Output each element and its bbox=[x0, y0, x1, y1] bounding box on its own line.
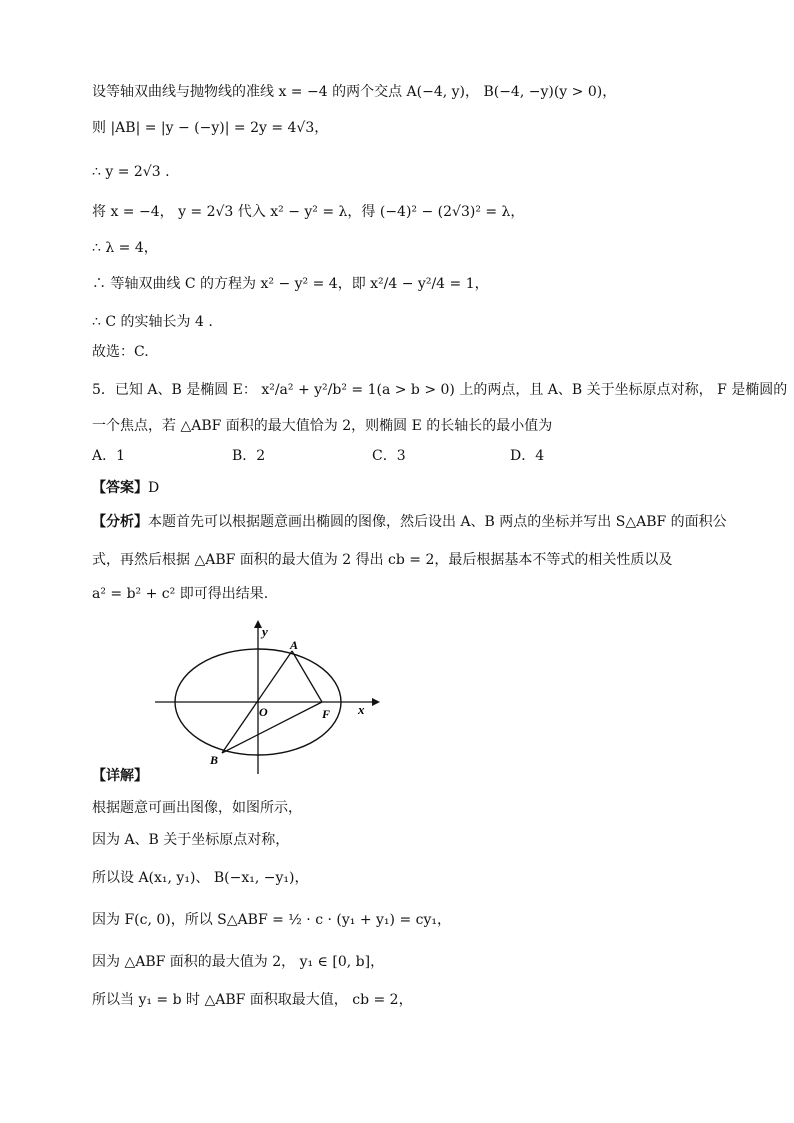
solution-line-7: ∴ C 的实轴长为 4 . bbox=[92, 314, 213, 330]
analysis-text-1: 本题首先可以根据题意画出椭圆的图像，然后设出 A、B 两点的坐标并写出 S△ABF 的面积公 bbox=[148, 514, 727, 530]
solution-line-1: 设等轴双曲线与抛物线的准线 x = −4 的两个交点 A(−4, y)， B(−4, −y)(y > 0)， bbox=[92, 84, 617, 100]
detail-line-2: 因为 A、B 关于坐标原点对称， bbox=[92, 832, 290, 848]
label-b: B bbox=[210, 753, 219, 767]
analysis-tag: 【分析】 bbox=[92, 514, 148, 530]
question-line-1: 5．已知 A、B 是椭圆 E： x²/a² + y²/b² = 1(a > b > 0) 上的两点，且 A、B 关于坐标原点对称， F 是椭圆的 bbox=[92, 382, 788, 398]
label-y: y bbox=[262, 624, 268, 639]
detail-tag-line bbox=[92, 766, 148, 786]
answer-line bbox=[92, 478, 159, 498]
answer-value: D bbox=[148, 480, 160, 496]
analysis-line-1 bbox=[92, 512, 727, 532]
question-line-2: 一个焦点，若 △ABF 面积的最大值恰为 2，则椭圆 E 的长轴长的最小值为 bbox=[92, 418, 553, 434]
solution-line-6: ∴ 等轴双曲线 C 的方程为 x² − y² = 4，即 x²/4 − y²/4 = 1， bbox=[92, 276, 489, 292]
solution-line-4: 将 x = −4， y = 2√3 代入 x² − y² = λ，得 (−4)² − (2√3)² = λ， bbox=[92, 204, 525, 220]
y-axis-arrow bbox=[254, 620, 262, 628]
option-d: D．4 bbox=[510, 448, 545, 464]
option-a: A．1 bbox=[92, 448, 126, 464]
label-f: F bbox=[322, 707, 331, 721]
detail-line-6: 所以当 y₁ = b 时 △ABF 面积取最大值， cb = 2， bbox=[92, 992, 413, 1008]
solution-line-3: ∴ y = 2√3 . bbox=[92, 164, 170, 180]
analysis-line-2: 式，再然后根据 △ABF 面积的最大值为 2 得出 cb = 2，最后根据基本不等式的相关性质以及 bbox=[92, 552, 673, 568]
detail-line-5: 因为 △ABF 面积的最大值为 2， y₁ ∈ [0, b]， bbox=[92, 954, 385, 970]
detail-line-1: 根据题意可画出图像，如图所示， bbox=[92, 800, 302, 816]
ellipse-figure bbox=[150, 616, 390, 778]
x-axis-arrow bbox=[372, 698, 380, 706]
solution-line-5: ∴ λ = 4， bbox=[92, 240, 158, 256]
option-c: C．3 bbox=[372, 448, 406, 464]
option-b: B．2 bbox=[232, 448, 266, 464]
label-a: A bbox=[290, 638, 299, 652]
analysis-line-3: a² = b² + c² 即可得出结果. bbox=[92, 586, 269, 602]
label-o: O bbox=[259, 705, 268, 719]
answer-tag: 【答案】 bbox=[92, 480, 148, 496]
solution-line-8: 故选：C. bbox=[92, 344, 149, 360]
detail-tag: 【详解】 bbox=[92, 768, 148, 784]
solution-line-2: 则 |AB| = |y − (−y)| = 2y = 4√3， bbox=[92, 120, 329, 136]
detail-line-3: 所以设 A(x₁, y₁)、 B(−x₁, −y₁)， bbox=[92, 870, 309, 886]
label-x: x bbox=[358, 702, 365, 717]
detail-line-4: 因为 F(c, 0)，所以 S△ABF = ½ · c · (y₁ + y₁) = cy₁， bbox=[92, 912, 451, 928]
